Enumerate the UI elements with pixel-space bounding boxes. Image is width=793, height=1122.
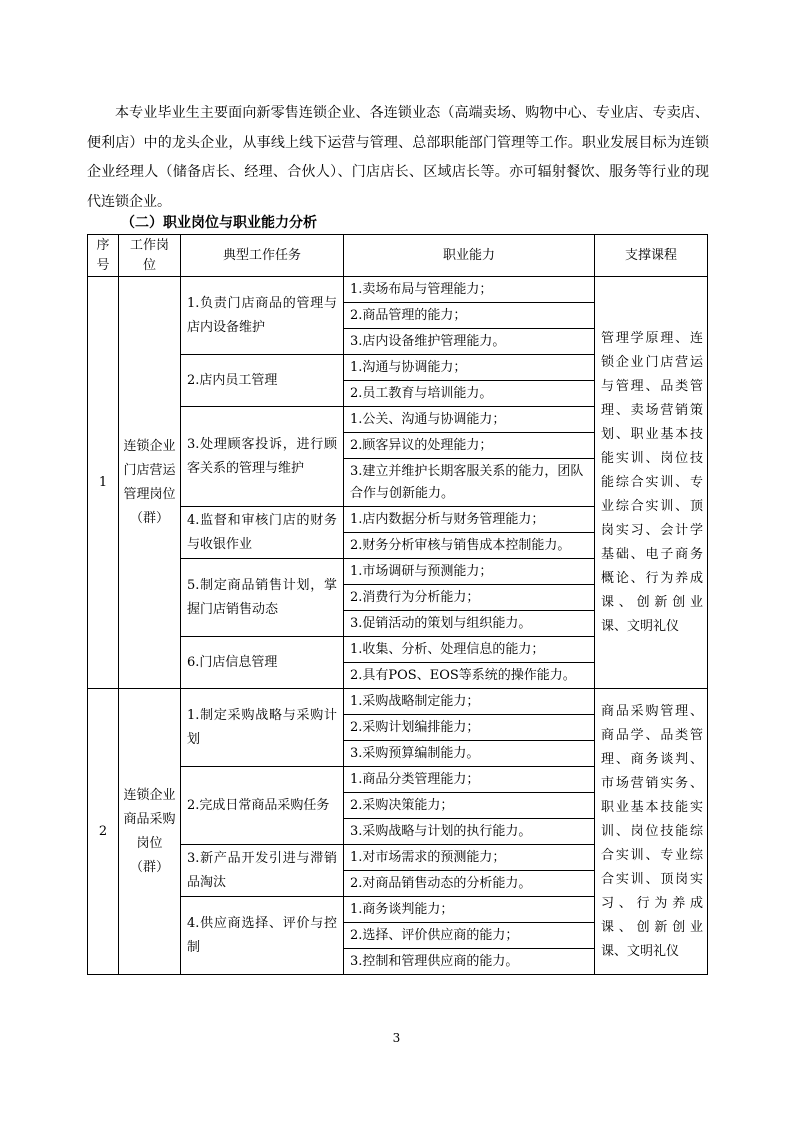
page-number: 3 [392, 1031, 401, 1045]
ability-item: 1.收集、分析、处理信息的能力； [344, 637, 595, 663]
ability-item: 3.采购战略与计划的执行能力。 [344, 819, 595, 845]
ability-item: 1.店内数据分析与财务管理能力； [344, 507, 595, 533]
ability-item: 3.店内设备维护管理能力。 [344, 329, 595, 355]
table-row [88, 277, 708, 303]
work-task: 1.负责门店商品的管理与店内设备维护 [181, 277, 344, 355]
table-header-row [88, 235, 708, 277]
group-number: 2 [88, 689, 119, 975]
work-task: 2.店内员工管理 [181, 355, 344, 407]
group-number: 1 [88, 277, 119, 689]
ability-item: 2.采购计划编排能力； [344, 715, 595, 741]
ability-item: 1.市场调研与预测能力； [344, 559, 595, 585]
ability-item: 2.商品管理的能力； [344, 303, 595, 329]
ability-item: 1.卖场布局与管理能力； [344, 277, 595, 303]
ability-item: 2.顾客异议的处理能力； [344, 433, 595, 459]
ability-item: 3.建立并维护长期客服关系的能力，团队合作与创新能力。 [344, 459, 595, 507]
intro-paragraph: 本专业毕业生主要面向新零售连锁企业、各连锁业态（高端卖场、购物中心、专业店、专卖店、便利店）中的龙头企业，从事线上线下运营与管理、总部职能部门管理等工作。职业发展目标为连锁企业经理人（储备店长、经理、合伙人）、门店店长、区域店长等。亦可辐射餐饮、服务等行业的现代连锁企业。 [87, 105, 709, 210]
ability-item: 2.员工教育与培训能力。 [344, 381, 595, 407]
header-no: 序号 [88, 235, 119, 277]
ability-item: 1.商务谈判能力； [344, 897, 595, 923]
ability-item: 1.对市场需求的预测能力； [344, 845, 595, 871]
work-task: 4.监督和审核门店的财务与收银作业 [181, 507, 344, 559]
work-task: 3.新产品开发引进与滞销品淘汰 [181, 845, 344, 897]
work-task: 2.完成日常商品采购任务 [181, 767, 344, 845]
ability-item: 3.控制和管理供应商的能力。 [344, 949, 595, 975]
ability-item: 1.商品分类管理能力； [344, 767, 595, 793]
ability-item: 2.消费行为分析能力； [344, 585, 595, 611]
work-task: 3.处理顾客投诉，进行顾客关系的管理与维护 [181, 407, 344, 507]
ability-item: 1.沟通与协调能力； [344, 355, 595, 381]
header-position: 工作岗位 [119, 235, 181, 277]
work-task: 6.门店信息管理 [181, 637, 344, 689]
header-course: 支撑课程 [595, 235, 708, 277]
ability-item: 1.采购战略制定能力； [344, 689, 595, 715]
ability-item: 2.具有POS、EOS等系统的操作能力。 [344, 663, 595, 689]
ability-item: 2.对商品销售动态的分析能力。 [344, 871, 595, 897]
ability-item: 2.选择、评价供应商的能力； [344, 923, 595, 949]
ability-item: 2.采购决策能力； [344, 793, 595, 819]
support-courses: 管理学原理、连锁企业门店营运与管理、品类管理、卖场营销策划、职业基本技能实训、岗位技能综合实训、专业综合实训、顶岗实习、会计学基础、电子商务概论、行为养成课、创新创业课、文明礼仪 [595, 277, 708, 689]
header-task: 典型工作任务 [181, 235, 344, 277]
work-task: 1.制定采购战略与采购计划 [181, 689, 344, 767]
job-position: 连锁企业门店营运管理岗位（群） [119, 277, 181, 689]
table-row [88, 689, 708, 715]
section-title: （二）职业岗位与职业能力分析 [121, 215, 317, 231]
ability-item: 3.采购预算编制能力。 [344, 741, 595, 767]
job-position: 连锁企业商品采购岗位（群） [119, 689, 181, 975]
job-ability-table [87, 234, 708, 975]
header-ability: 职业能力 [344, 235, 595, 277]
ability-item: 2.财务分析审核与销售成本控制能力。 [344, 533, 595, 559]
work-task: 5.制定商品销售计划，掌握门店销售动态 [181, 559, 344, 637]
support-courses: 商品采购管理、商品学、品类管理、商务谈判、市场营销实务、职业基本技能实训、岗位技能综合实训、专业综合实训、顶岗实习、行为养成课、创新创业课、文明礼仪 [595, 689, 708, 975]
ability-item: 1.公关、沟通与协调能力； [344, 407, 595, 433]
work-task: 4.供应商选择、评价与控制 [181, 897, 344, 975]
ability-item: 3.促销活动的策划与组织能力。 [344, 611, 595, 637]
